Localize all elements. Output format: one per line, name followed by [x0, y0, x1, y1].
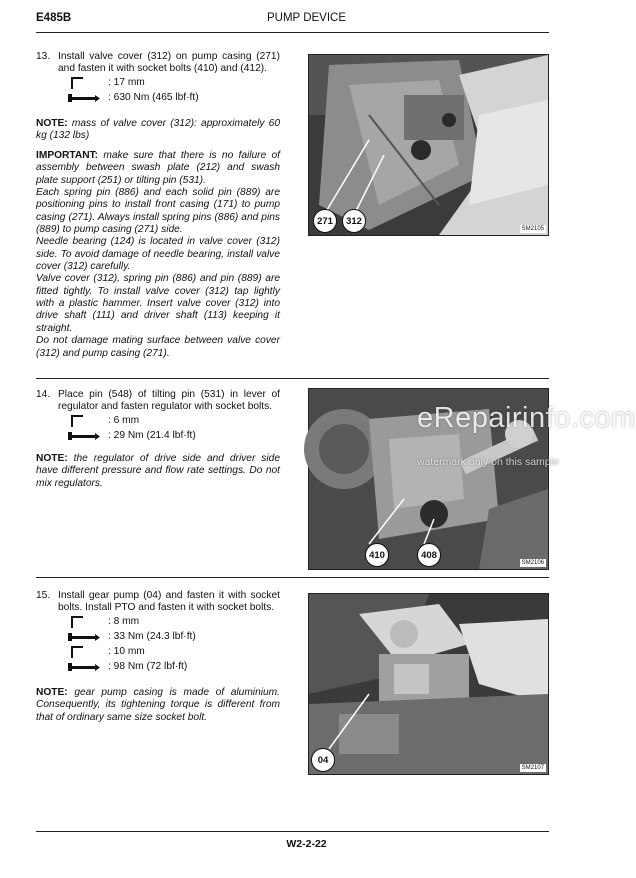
page-number: W2-2-22	[286, 838, 327, 850]
torque-wrench-icon	[66, 429, 104, 443]
callout-271: 271	[313, 209, 337, 233]
spec-row	[66, 91, 280, 106]
callout-410: 410	[365, 543, 389, 567]
step-13	[36, 51, 280, 106]
callout-312: 312	[342, 209, 366, 233]
photo-gear-pump	[308, 593, 549, 775]
watermark-brand: eRepairinfo.com	[417, 402, 636, 434]
spec-value: : 17 mm	[108, 76, 145, 88]
spec-row	[66, 630, 280, 645]
step-number: 13.	[36, 51, 51, 62]
step-15	[36, 590, 280, 675]
spec-value: : 630 Nm (465 lbf·ft)	[108, 91, 199, 103]
step-number: 15.	[36, 590, 51, 601]
figure-code: SM2106	[521, 560, 544, 566]
step-number: 14.	[36, 389, 51, 400]
important-text: Valve cover (312), spring pin (886) and pin (889) are fitted tightly. To install valve cover (312) tap lightly with a plastic hammer. Insert valve cover (312) into drive shaft (111) and driver shaft (113) keeping it straight.	[36, 273, 280, 334]
section-rule	[36, 378, 549, 379]
spec-value: : 8 mm	[108, 615, 140, 627]
photo-image	[309, 55, 548, 235]
step-text: Install gear pump (04) and fasten it with socket bolts. Install PTO and fasten it with socket bolts.	[58, 590, 280, 614]
spec-row	[66, 615, 280, 630]
spec-value: : 98 Nm (72 lbf·ft)	[108, 660, 188, 672]
note-label: NOTE:	[36, 687, 68, 698]
note-label: NOTE:	[36, 118, 68, 129]
spec-row	[66, 76, 280, 91]
hex-key-icon	[66, 645, 104, 659]
important-label: IMPORTANT:	[36, 150, 99, 161]
figure-code: SM2105	[521, 226, 544, 232]
header-rule	[36, 32, 549, 33]
spec-row	[66, 429, 280, 444]
note-text: the regulator of drive side and driver side have different pressure and flow rate settings. Do not mix regulators.	[36, 453, 280, 489]
photo-valve-cover	[308, 54, 549, 236]
hex-key-icon	[66, 76, 104, 90]
note-gear-pump	[36, 687, 280, 724]
watermark-note: watermark only on this sample	[417, 456, 559, 468]
spec-value: : 33 Nm (24.3 lbf·ft)	[108, 630, 196, 642]
step-text: Install valve cover (312) on pump casing (271) and fasten it with socket bolts (410) and (412).	[58, 51, 280, 75]
spec-value: : 10 mm	[108, 645, 145, 657]
torque-wrench-icon	[66, 660, 104, 674]
step-14	[36, 389, 280, 444]
torque-wrench-icon	[66, 630, 104, 644]
note-valve-cover-mass	[36, 118, 280, 143]
hex-key-icon	[66, 414, 104, 428]
spec-row	[66, 645, 280, 660]
important-text: make sure that there is no failure of assembly between swash plate (212) and swash plate support (251) or tilting pin (531).	[36, 150, 280, 186]
section-rule	[36, 577, 549, 578]
hex-key-icon	[66, 615, 104, 629]
photo-image	[309, 594, 548, 774]
spec-row	[66, 660, 280, 675]
footer-rule	[36, 831, 549, 832]
torque-wrench-icon	[66, 91, 104, 105]
figure-code: SM2107	[521, 765, 544, 771]
spec-row	[66, 414, 280, 429]
spec-value: : 29 Nm (21.4 lbf·ft)	[108, 429, 196, 441]
important-text: Do not damage mating surface between valve cover (312) and pump casing (271).	[36, 335, 280, 359]
note-regulators	[36, 453, 280, 490]
document-model: E485B	[36, 12, 72, 24]
note-label: NOTE:	[36, 453, 68, 464]
note-text: gear pump casing is made of aluminium. Consequently, its tightening torque is different from that of ordinary same size socket bolt.	[36, 687, 280, 723]
important-text: Each spring pin (886) and each solid pin (889) are positioning pins to install front casing (171) to pump casing (271). Always install spring pins (886) and pins (889) to pump casing (271) side.	[36, 187, 280, 236]
callout-408: 408	[417, 543, 441, 567]
important-valve-cover	[36, 150, 280, 360]
important-text: Needle bearing (124) is located in valve cover (312) side. To avoid damage of needle bearing, install valve cover (312) carefully.	[36, 236, 280, 273]
page-title: PUMP DEVICE	[266, 12, 347, 24]
step-text: Place pin (548) of tilting pin (531) in lever of regulator and fasten regulator with socket bolts.	[58, 389, 280, 413]
note-text: mass of valve cover (312): approximately 60 kg (132 lbs)	[36, 118, 280, 142]
spec-value: : 6 mm	[108, 414, 140, 426]
callout-04: 04	[311, 748, 335, 772]
